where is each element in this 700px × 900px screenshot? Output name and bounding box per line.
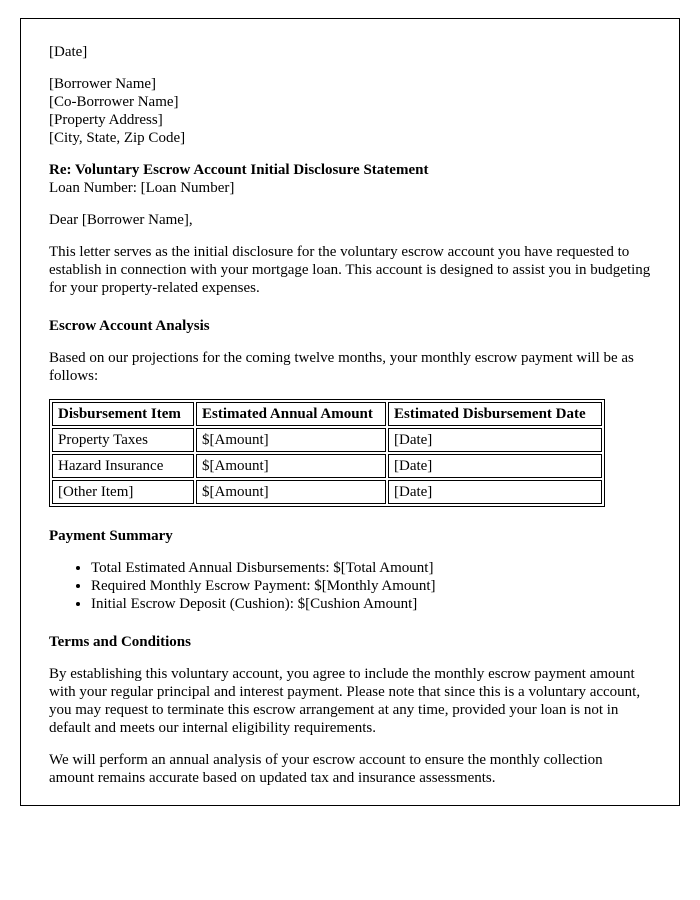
table-cell-amount: $[Amount] — [196, 454, 386, 478]
terms-paragraph-1: By establishing this voluntary account, you agree to include the monthly escrow payment amount with your regular principal and interest payment. Please note that since this is a voluntary account, you may request to terminate this escrow arrangement at any time, provided your loan is not in default and meets our internal eligibility requirements. — [49, 666, 641, 736]
terms-paragraph-2: We will perform an annual analysis of your escrow account to ensure the monthly collection amount remains accurate based on updated tax and insurance assessments. — [49, 752, 603, 786]
letter-document — [20, 18, 680, 806]
recipient-borrower-name: [Borrower Name] — [49, 76, 157, 92]
table-row — [52, 428, 602, 452]
payment-summary-item-total: • Total Estimated Annual Disbursements: $[Total Amount] — [91, 559, 651, 577]
salutation: Dear [Borrower Name], — [49, 212, 193, 228]
table-row — [52, 454, 602, 478]
table-cell-date: [Date] — [388, 454, 602, 478]
table-header-row — [52, 402, 602, 426]
table-cell-date: [Date] — [388, 480, 602, 504]
col-header-disbursement-item: Disbursement Item — [52, 402, 194, 426]
payment-summary-item-monthly: • Required Monthly Escrow Payment: $[Monthly Amount] — [91, 577, 651, 595]
table-row — [52, 480, 602, 504]
loan-number-line: Loan Number: [Loan Number] — [49, 180, 235, 196]
table-cell-item: Hazard Insurance — [52, 454, 194, 478]
table-cell-date: [Date] — [388, 428, 602, 452]
section-heading-payment-summary: Payment Summary — [49, 528, 173, 544]
col-header-estimated-annual-amount: Estimated Annual Amount — [196, 402, 386, 426]
analysis-intro-paragraph: Based on our projections for the coming twelve months, your monthly escrow payment will be as follows: — [49, 350, 634, 384]
subject-block — [49, 161, 651, 197]
date-line: [Date] — [49, 44, 88, 60]
table-cell-item: Property Taxes — [52, 428, 194, 452]
col-header-estimated-disbursement-date: Estimated Disbursement Date — [388, 402, 602, 426]
recipient-city-state-zip: [City, State, Zip Code] — [49, 130, 186, 146]
recipient-coborrower-name: [Co-Borrower Name] — [49, 94, 179, 110]
recipient-block — [49, 75, 651, 147]
recipient-property-address: [Property Address] — [49, 112, 163, 128]
disbursement-table — [49, 399, 605, 507]
payment-summary-list — [49, 559, 651, 613]
intro-paragraph: This letter serves as the initial disclosure for the voluntary escrow account you have requested to establish in connection with your mortgage loan. This account is designed to assist you in budgeting for your property-related expenses. — [49, 244, 651, 296]
table-cell-amount: $[Amount] — [196, 428, 386, 452]
table-cell-amount: $[Amount] — [196, 480, 386, 504]
section-heading-terms: Terms and Conditions — [49, 634, 191, 650]
subject-line: Re: Voluntary Escrow Account Initial Disclosure Statement — [49, 162, 429, 178]
table-cell-item: [Other Item] — [52, 480, 194, 504]
payment-summary-item-cushion: • Initial Escrow Deposit (Cushion): $[Cushion Amount] — [91, 595, 651, 613]
section-heading-escrow-analysis: Escrow Account Analysis — [49, 318, 210, 334]
